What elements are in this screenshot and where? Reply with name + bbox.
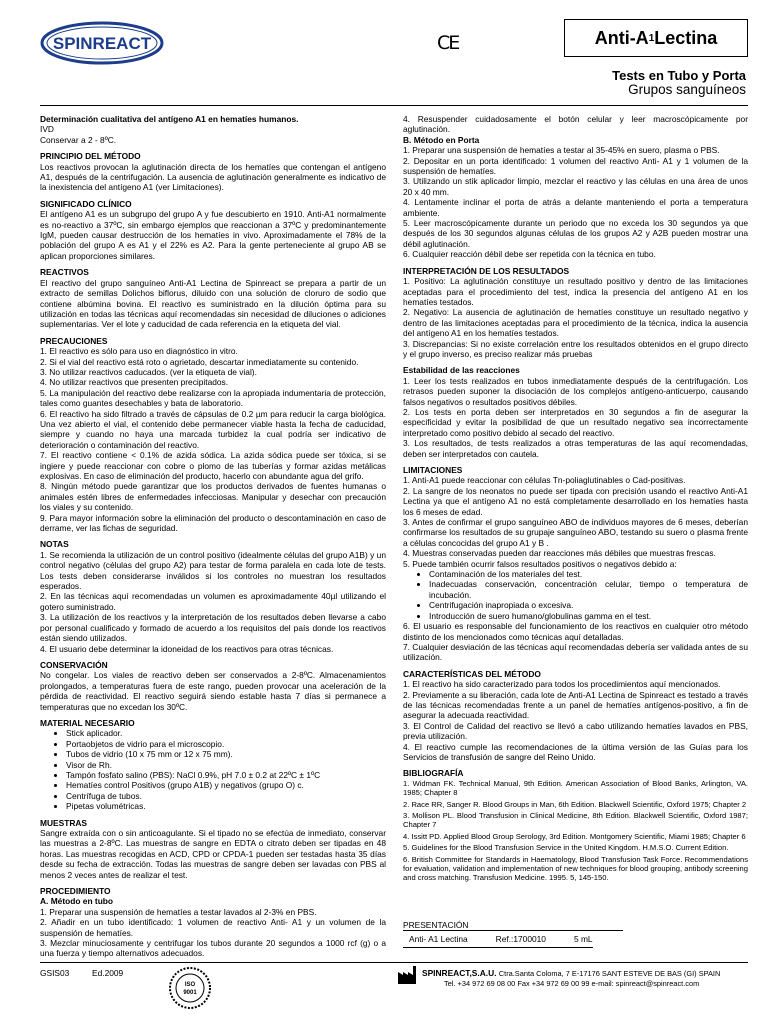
reference-item: 2. Race RR, Sanger R. Blood Groups in Man, 6th Edition. Blackwell Scientific, Oxford 1975; Chapter 2 [403,799,747,809]
bullet-item: • Pipetas volumétricas. [66,801,386,811]
footer-company: SPINREACT,S.A.U. [422,968,497,978]
paragraph: 1. Preparar una suspensión de hematíes a testar al 35-45% en suero, plasma o PBS. [403,145,720,156]
presentation-box [403,920,623,948]
paragraph: 3. La utilización de los reactivos y la interpretación de los resultados deben llevarse a cabo por personal cualificado y formado de acuerdo a los requisitos del país donde los reactivos están siendo utilizados. [40,612,386,644]
paragraph: 4. El usuario debe determinar la idoneidad de los reactivos para otras técnicas. [40,643,334,654]
bullet-item: • Contaminación de los materiales del test. [429,569,748,579]
bullet-item: • Tampón fosfato salino (PBS): NaCl 0.9%, pH 7.0 ± 0.2 at 22ºC ± 1ºC [66,770,386,780]
paragraph: 4. El reactivo cumple las recomendaciones de la última versión de las Guías para los Servicios de transfusión de sangre del Reino Unido. [403,741,748,762]
bullet-item: • Hematíes control Positivos (grupo A1B) y negativos (grupo O) c. [66,780,386,790]
bullet-list [40,728,386,811]
paragraph: 1. El reactivo es sólo para uso en diagnóstico in vitro. [40,346,238,357]
paragraph: IVD [40,124,54,135]
paragraph: 5. Puede también ocurrir falsos resultados positivos o negativos debido a: [403,558,677,569]
section-heading: MATERIAL NECESARIO [40,717,135,728]
svg-text:ISO: ISO [184,982,196,988]
subtitle-groups: Grupos sanguíneos [628,82,746,97]
paragraph: 1. Leer los tests realizados en tubos inmediatamente después de la centrifugación. Los retrasos pueden suponer la disociación de los complejos antígeno-anticuerpo, causando falsos negativos o resultados positivos débiles. [403,375,748,407]
right-column [403,114,748,885]
subheading: A. Método en tubo [40,896,114,907]
reference-item: 3. Mollison PL. Blood Transfusion in Clinical Medicine, 8th Edition. Blackwell Scientific, Oxford 1987; Chapter 7 [403,811,748,830]
title-subscript: 1 [648,32,655,44]
paragraph: 2. La sangre de los neonatos no puede ser tipada con precisión usando el reactivo Anti-A1 Lectina ya que el antígeno A1 no está completamente desarrollado en los hematíes hasta los 6 meses de edad. [403,485,748,517]
paragraph: 1. Anti-A1 puede reaccionar con células Tn-poliaglutinables o Cad-positivas. [403,475,686,486]
footer-contact: Tel. +34 972 69 08 00 Fax +34 972 69 00 99 e-mail: spinreact@spinreact.com [444,979,700,988]
paragraph: 4. Lentamente inclinar el porta de atrás a delante manteniendo el porta a temperatura ambiente. [403,197,748,218]
section-heading: MUESTRAS [40,817,87,828]
section-heading: NOTAS [40,539,69,550]
presentation-title: PRESENTACIÓN [403,920,623,931]
bullet-list [403,569,748,621]
footer-address: Ctra.Santa Coloma, 7 E-17176 SANT ESTEVE DE BAS (GI) SPAIN [498,969,721,978]
paragraph: El reactivo del grupo sanguíneo Anti-A1 Lectina de Spinreact se prepara a partir de un extracto de semillas Dolichos biflorus, diluido con una solución de cloruro de sodio que contiene albúmina bovina. El reactivo es suministrado en la dilución óptima para su utilización en todas las técnicas aquí recomendadas sin necesidad de diluciones o adiciones suplementarias. Ver el lote y caducidad de cada referencia en la etiqueta del vial. [40,277,386,330]
section-heading: INTERPRETACIÓN DE LOS RESULTADOS [403,265,570,276]
paragraph: 6. El usuario es responsable del funcionamiento de los reactivos en cualquier otro método distinto de los mencionados como técnicas aquí detalladas. [403,621,748,642]
section-heading: Estabilidad de las reacciones [403,365,520,376]
title-text: Anti-A [594,27,649,48]
bullet-item: • Centrifugación inapropiada o excesiva. [429,600,748,610]
presentation-ref: Ref.:1700010 [495,934,546,944]
reference-item: 5. Guidelines for the Blood Transfusion Service in the United Kingdom. H.M.S.O. Current Edition. [403,843,729,853]
paragraph: 5. Leer macroscópicamente durante un periodo que no exceda los 30 segundos ya que después de los 30 segundos algunas células de los grupos A2 y A2B pueden mostrar una débil aglutinación. [403,218,748,249]
reference-item: 4. Issitt PD. Applied Blood Group Serology, 3rd Edition. Montgomery Scientific, Miami 1985; Chapter 6 [403,831,746,841]
bullet-item: • Inadecuadas conservación, concentración celular, tiempo o temperatura de incubación. [429,579,748,600]
presentation-rule [403,947,593,948]
paragraph: 1. Preparar una suspensión de hematíes a testar lavados al 2-3% en PBS. [40,906,317,917]
paragraph: 2. Si el vial del reactivo está roto o agrietado, descartar inmediatamente su contenido. [40,356,359,367]
section-heading: PRECAUCIONES [40,335,108,346]
footer-divider [40,962,748,963]
paragraph: 6. El reactivo ha sido filtrado a través de cápsulas de 0.2 µm para reducir la carga biológica. Una vez abierto el vial, el contenido debe permanecer viable hasta la fecha de caducidad, siempre y cuando no haya una marcada turbidez la cual podría ser indicativo de deterioración o contaminación del reactivo. [40,408,386,450]
paragraph: 7. El reactivo contiene < 0.1% de azida sódica. La azida sódica puede ser tóxica, si se ingiere y puede reaccionar con cobre o plomo de las tuberías y formar azidas metálicas explosivas. En caso de eliminación del producto, hacerlo con abundante agua del grifo. [40,450,386,481]
presentation-volume: 5 mL [573,934,593,944]
paragraph: 3. Discrepancias: Si no existe correlación entre los resultados obtenidos en el grupo directo y el grupo inverso, es preciso realizar más pruebas [403,338,748,359]
product-title [564,19,748,57]
paragraph: 2. Depositar en un porta identificado: 1 volumen del reactivo Anti- A1 y 1 volumen de la suspensión de hematíes. [403,155,748,177]
title-suffix: Lectina [654,27,718,48]
presentation-product: Anti- A1 Lectina [409,934,468,944]
bullet-item: • Portaobjetos de vidrio para el microscopio. [66,739,386,749]
bullet-item: • Introducción de suero humano/globulinas gamma en el test. [429,611,748,621]
paragraph: 2. Negativo: La ausencia de aglutinación de hematíes constituye un resultado negativo y dentro de las limitaciones aceptadas para el procedimiento de la técnica, indica la ausencia del antígeno A1 en los hematíes testados. [403,307,748,339]
left-column [40,114,386,959]
ce-mark: CE [437,32,459,54]
subheading: B. Método en Porta [403,134,480,145]
paragraph: 4. Resuspender cuidadosamente el botón celular y leer macroscópicamente por aglutinación. [403,114,748,135]
footer-edition: Ed.2009 [92,968,124,978]
section-heading: BIBLIOGRAFÍA [403,768,464,779]
paragraph: El antígeno A1 es un subgrupo del grupo A y fue descubierto en 1910. Anti-A1 normalmente es no-reactivo a 37ºC, sin embargo ejemplos que reaccionan a 37ºC y predominantemente IgM, pueden causar destrucción de los hematíes in vivo. Aproximadamente el 78% de la población del grupo A es A1 y el 22% es A2. Para la gente perteneciente al grupo AB se aplican proporciones similares. [40,209,386,261]
paragraph: 7. Cualquier desviación de las técnicas aquí recomendadas debería ser validada antes de su utilización. [403,641,748,663]
brand-text: SPINREACT [52,34,152,53]
svg-text:9001: 9001 [183,990,197,996]
paragraph: 2. Previamente a su liberación, cada lote de Anti-A1 Lectina de Spinreact es testado a través de las técnicas recomendadas frente a un panel de hematíes antígenos-positivo, a fin de asegurar la adecuada reactividad. [403,689,748,721]
factory-icon [398,966,418,984]
paragraph: 2. En las técnicas aquí recomendadas un volumen es aproximadamente 40µl utilizando el gotero suministrado. [40,591,386,612]
paragraph: 1. Se recomienda la utilización de un control positivo (idealmente células del grupo A1B) y un control negativo (células del grupo A2) para testar de forma paralela en cada lote de tests. Los tests deben considerarse inválidos si los controles no muestran los resultados esperados. [40,549,386,592]
bullet-item: • Tubos de vidrio (10 x 75 mm or 12 x 75 mm). [66,749,386,759]
header-divider [40,105,748,106]
spinreact-logo [40,20,164,66]
paragraph: 2. Añadir en un tubo identificado: 1 volumen de reactivo Anti- A1 y un volumen de la suspensión de hematíes. [40,917,386,938]
paragraph: 2. Los tests en porta deben ser interpretados en 30 segundos a fin de asegurar la especificidad y evitar la posibilidad de que un resultado negativo sea incorrectamente interpretado como positivo debido al secado del reactivo. [403,406,748,438]
iso-seal [168,966,212,1010]
paragraph: Los reactivos provocan la aglutinación directa de los hematíes que contengan el antígeno A1, después de la centrifugación. La ausencia de aglutinación generalmente es indicativo de la inexistencia del antígeno A1 (ver Limitaciones). [40,161,386,193]
footer-address-line [422,968,720,978]
section-heading: PRINCIPIO DEL MÉTODO [40,151,141,162]
paragraph: 6. Cualquier reacción débil debe ser repetida con la técnica en tubo. [403,249,656,260]
paragraph: 9. Para mayor información sobre la eliminación del producto o descontaminación en caso de derrame, ver las fichas de seguridad. [40,512,386,534]
bullet-item: • Stick aplicador. [66,728,386,738]
paragraph: 8. Ningún método puede garantizar que los productos derivados de fuentes humanas o animales estén libres de enfermedades infecciosas. Manipular y desechar con precaución los viales y su contenido. [40,481,386,513]
section-heading: CONSERVACIÓN [40,659,108,670]
paragraph: Sangre extraída con o sin anticoagulante. Si el tipado no se efectúa de inmediato, conservar las muestras a 2-8ºC. Las muestras de sangre en EDTA o citrato deben ser tipadas en 48 horas. Las muestras recogidas en ACD, CPD or CPDA-1 pueden ser testadas hasta 35 días desde su fecha de extracción. Todas las muestras de sangre deben ser lavadas con PBS al menos 2 veces antes de realizar el test. [40,828,386,880]
bullet-item: • Centrífuga de tubos. [66,791,386,801]
paragraph: 1. Positivo: La aglutinación constituye un resultado positivo y dentro de las limitaciones aceptadas para el procedimiento del test, indica la presencia del antígeno A1 en los hematíes testados. [403,276,748,307]
bullet-item: • Visor de Rh. [66,760,386,770]
section-heading: REACTIVOS [40,267,89,278]
section-heading: PROCEDIMIENTO [40,886,111,897]
paragraph: No congelar. Los viales de reactivo deben ser conservados a 2-8ºC. Almacenamientos prolongados, a temperaturas fuera de este rango, pueden provocar una aceleración de la pérdida de reactividad. El reactivo seguirá siendo estable hasta 7 días si permanece a temperaturas que no excedan los 30ºC. [40,670,386,712]
subtitle-tests: Tests en Tubo y Porta [612,68,746,83]
footer-code: GSIS03 [40,968,70,978]
paragraph: 3. Mezclar minuciosamente y centrifugar los tubos durante 20 segundos a 1000 rcf (g) o a una fuerza y tiempo alternativos adecuados. [40,938,386,959]
reference-item: 1. Widman FK. Technical Manual, 9th Edition. American Association of Blood Banks, Arlington, VA. 1985; Chapter 8 [403,778,748,798]
paragraph: 3. Los resultados, de tests realizados a otras temperaturas de las aquí recomendadas, deben ser interpretados con cautela. [403,438,748,459]
subheading: Determinación cualitativa del antígeno A1 en hematíes humanos. [40,114,299,124]
paragraph: 3. Utilizando un stik aplicador limpio, mezclar el reactivo y las células en una área de unos 20 x 40 mm. [403,176,748,197]
paragraph: 4. Muestras conservadas pueden dar reacciones más débiles que muestras frescas. [403,548,716,559]
paragraph: 3. Antes de confirmar el grupo sanguíneo ABO de individuos mayores de 6 meses, deberían confirmarse los resultados de su grupaje sanguíneo ABO, testando su suero o plasma frente a células concocidas del grupo A1 y B . [403,517,748,548]
paragraph: 5. La manipulación del reactivo debe realizarse con la apropiada indumentaria de protección, tales como guantes desechables y bata de laboratorio. [40,387,386,409]
section-heading: LIMITACIONES [403,465,463,475]
reference-item: 6. British Committee for Standards in Haematology, Blood Transfusion Task Force. Recommendations for evaluation, validation and implementation of new techniques for blood grouping, antibody screening and cross matching. Transfusion Medicine. 1995. 5, 145-150. [403,854,748,883]
paragraph: 3. El Control de Calidad del reactivo se llevó a cabo utilizando hematíes lavados en PBS, previa utilización. [403,720,748,742]
paragraph: 3. No utilizar reactivos caducados. (ver la etiqueta de vial). [40,366,257,377]
paragraph: 1. El reactivo ha sido caracterizado para todos los procedimientos aquí mencionados. [403,679,721,690]
section-heading: CARACTERÍSTICAS DEL MÉTODO [403,668,541,679]
paragraph: 4. No utilizar reactivos que presenten precipitados. [40,377,229,388]
section-heading: SIGNIFICADO CLÍNICO [40,198,132,209]
paragraph: Conservar a 2 - 8ºC. [40,134,117,145]
